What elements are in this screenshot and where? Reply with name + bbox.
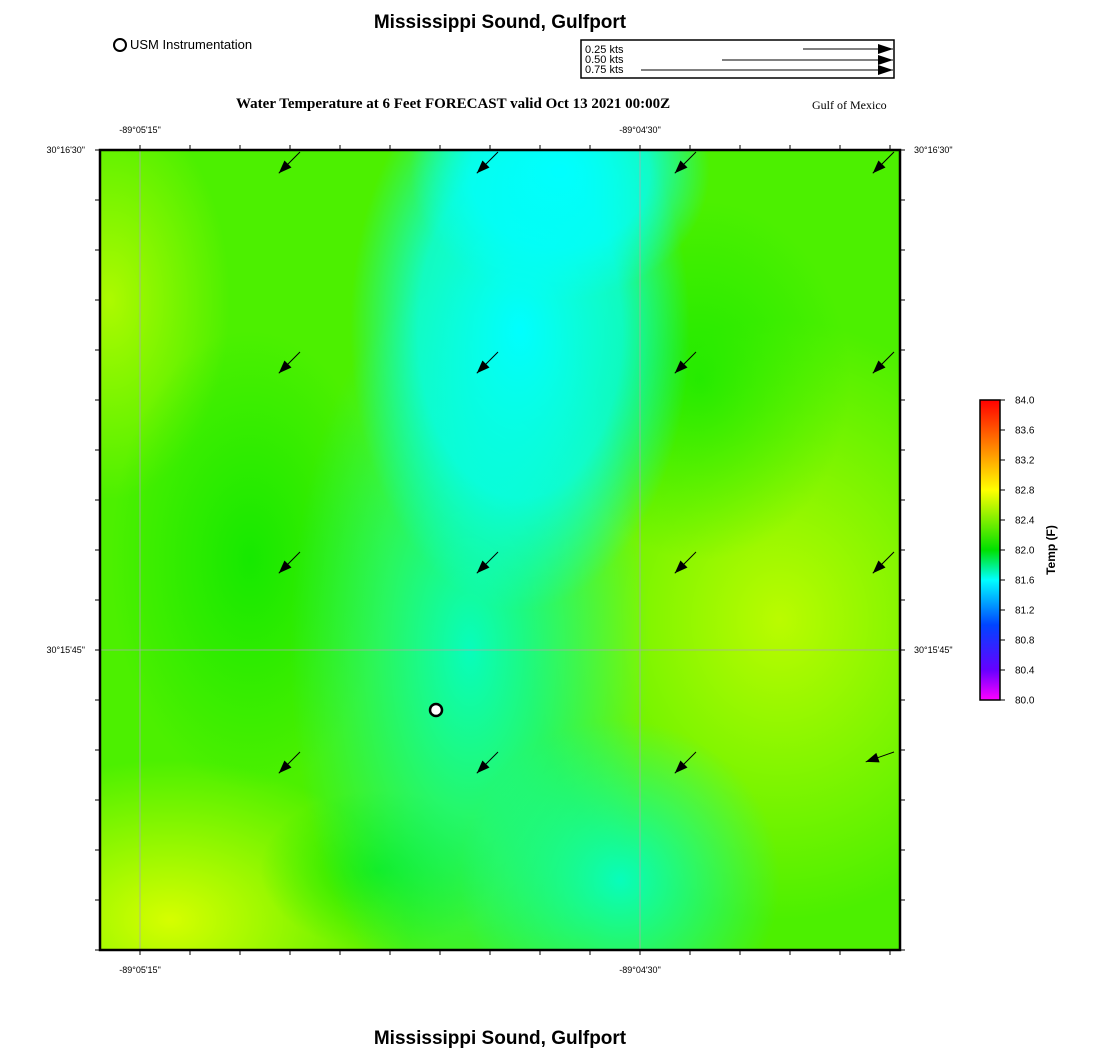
speed-key: [581, 40, 894, 78]
forecast-title: Water Temperature at 6 Feet FORECAST valid Oct 13 2021 00:00Z: [236, 96, 671, 112]
map-title: Mississippi Sound, Gulfport: [373, 12, 627, 33]
speed-key-box: [581, 40, 894, 78]
temperature-field: [0, 40, 1040, 1050]
speed-key-label-1: 0.25 kts: [585, 44, 624, 56]
colorbar-tick-label: 80.0: [1015, 695, 1035, 707]
colorbar-tick-label: 80.8: [1015, 635, 1035, 647]
colorbar-gradient: [980, 400, 1000, 700]
lat-label-right-2: 30°15'45": [914, 645, 953, 655]
usm-legend-label: USM Instrumentation: [130, 37, 253, 52]
speed-key-label-2: 0.50 kts: [585, 54, 624, 66]
colorbar-tick-label: 81.6: [1015, 575, 1035, 587]
colorbar-tick-label: 83.6: [1015, 425, 1035, 437]
lon-label-bottom-2: -89°04'30": [619, 965, 661, 975]
colorbar-label: Temp (F): [1044, 525, 1058, 575]
map-title-bottom: Mississippi Sound, Gulfport: [373, 1028, 627, 1049]
colorbar-tick-label: 82.0: [1015, 545, 1035, 557]
region-label: Gulf of Mexico: [812, 98, 887, 112]
lon-label-top-1: -89°05'15": [119, 125, 161, 135]
lat-label-left-2: 30°15'45": [46, 645, 85, 655]
lat-label-right-1: 30°16'30": [914, 145, 953, 155]
lon-label-bottom-1: -89°05'15": [119, 965, 161, 975]
lon-label-top-2: -89°04'30": [619, 125, 661, 135]
speed-key-label-3: 0.75 kts: [585, 64, 624, 76]
colorbar-tick-label: 82.8: [1015, 485, 1035, 497]
colorbar-tick-label: 82.4: [1015, 515, 1035, 527]
colorbar-tick-label: 81.2: [1015, 605, 1035, 617]
usm-station-marker[interactable]: [430, 704, 442, 716]
colorbar-tick-label: 84.0: [1015, 395, 1035, 407]
colorbar-tick-label: 83.2: [1015, 455, 1035, 467]
colorbar-tick-label: 80.4: [1015, 665, 1035, 677]
lat-label-left-1: 30°16'30": [46, 145, 85, 155]
temperature-colorbar: [980, 396, 1058, 707]
